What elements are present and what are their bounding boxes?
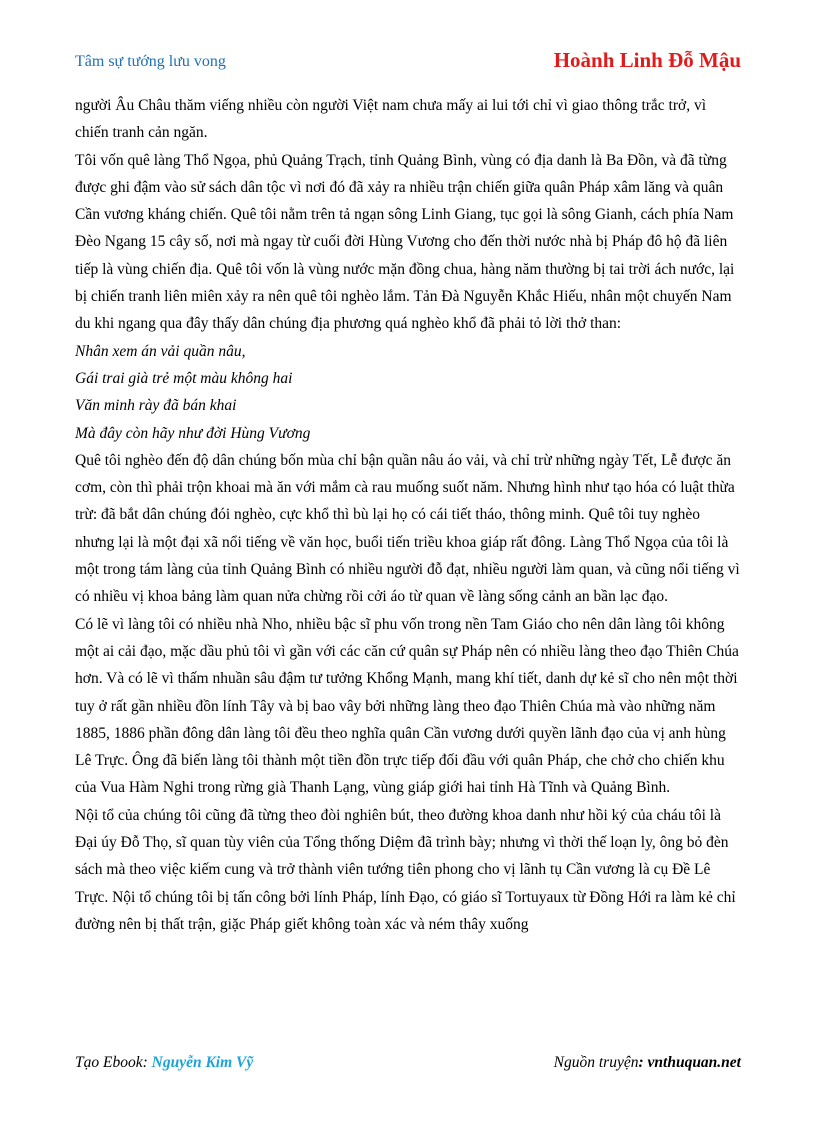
paragraph: Có lẽ vì làng tôi có nhiều nhà Nho, nhiều bậc sĩ phu vốn trong nền Tam Giáo cho nên dân làng tôi không một ai cải đạo, mặc dầu phủ tôi vì gần với các căn cứ quân sự Pháp nên có nhiều làng theo đạo Thiên Chúa hơn. Và có lẽ vì thấm nhuần sâu đậm tư tưởng Khổng Mạnh, mang khí tiết, danh dự kẻ sĩ cho nên một thời tuy ở rất gần nhiều đồn lính Tây và bị bao vây bởi những làng theo đạo Thiên Chúa mà vào những năm 1885, 1886 phần đông dân làng tôi đều theo nghĩa quân Cần vương dưới quyền lãnh đạo của vị anh hùng Lê Trực. Ông đã biến làng tôi thành một tiền đồn trực tiếp đối đầu với quân Pháp, che chở cho chiến khu của Vua Hàm Nghi trong rừng già Thanh Lạng, vùng giáp giới hai tỉnh Hà Tĩnh và Quảng Bình. — [75, 615, 739, 797]
paragraph: Tôi vốn quê làng Thổ Ngọa, phủ Quảng Trạch, tỉnh Quảng Bình, vùng có địa danh là Ba Đồn, và đã từng được ghi đậm vào sử sách dân tộc vì nơi đó đã xảy ra nhiều trận chiến giữa quân Pháp xâm lăng và quân Cần vương kháng chiến. Quê tôi nằm trên tả ngạn sông Linh Giang, tục gọi là sông Gianh, cách phía Nam Đèo Ngang 15 cây số, nơi mà ngay từ cuối đời Hùng Vương cho đến thời nước nhà bị Pháp đô hộ đã liên tiếp là vùng chiến địa. Quê tôi vốn là vùng nước mặn đồng chua, hàng năm thường bị tai trời ách nước, lại bị chiến tranh liên miên xảy ra nên quê tôi nghèo lắm. Tản Đà Nguyễn Khắc Hiếu, nhân một chuyến Nam du khi ngang qua đây thấy dân chúng địa phương quá nghèo khổ đã phải tỏ lời thở than: — [75, 151, 735, 333]
author-name: Hoành Linh Đỗ Mậu — [553, 48, 741, 72]
source-credit — [554, 1054, 741, 1072]
ebook-separator: : — [142, 1054, 152, 1071]
ebook-creator-name: Nguyễn Kim Vỹ — [151, 1054, 254, 1071]
poem-line: Văn minh rày đã bán khai — [75, 397, 237, 415]
page-content — [75, 92, 743, 938]
poem-line: Gái trai già trẻ một màu không hai — [75, 369, 293, 387]
poem-line: Mà đây còn hãy như đời Hùng Vương — [75, 424, 311, 442]
ebook-credit — [75, 1054, 253, 1072]
source-label: Nguồn truyện — [553, 1054, 639, 1071]
paragraph: Quê tôi nghèo đến độ dân chúng bốn mùa chỉ bận quần nâu áo vải, và chỉ trừ những ngày Tết, Lễ được ăn cơm, còn thì phải trộn khoai mà ăn với mắm cà rau muống suốt năm. Nhưng hình như tạo hóa có luật thừa trừ: đã bắt dân chúng đói nghèo, cực khổ thì bù lại họ có cái tiết tháo, thông minh. Quê tôi tuy nghèo nhưng lại là một đại xã nổi tiếng về văn học, buổi tiến triều khoa giáp rất đông. Làng Thổ Ngọa của tôi là một trong tám làng của tỉnh Quảng Bình có nhiều người đỗ đạt, nhiều người làm quan, và cũng nổi tiếng vì có nhiều vị khoa bảng làm quan nửa chừng rồi cởi áo từ quan về làng sống cảnh an bần lạc đạo. — [75, 451, 740, 606]
poem-line: Nhân xem án vải quần nâu, — [75, 342, 246, 360]
paragraph: người Âu Châu thăm viếng nhiều còn người Việt nam chưa mấy ai lui tới chỉ vì giao thông trắc trở, vì chiến tranh cản ngăn. — [75, 97, 707, 142]
ebook-label: Tạo Ebook — [75, 1054, 143, 1071]
page-header — [75, 48, 741, 76]
page-footer — [75, 1054, 741, 1076]
paragraph: Nội tổ của chúng tôi cũng đã từng theo đòi nghiên bút, theo đường khoa danh như hồi ký của cháu tôi là Đại úy Đỗ Thọ, sĩ quan tùy viên của Tổng thống Diệm đã trình bày; nhưng vì thời thế loạn ly, ông bỏ đèn sách mà theo việc kiếm cung và trở thành viên tướng tiên phong cho vị lãnh tụ Cần vương là cụ Đề Lê Trực. Nội tổ chúng tôi bị tấn công bởi lính Pháp, lính Đạo, có giáo sĩ Tortuyaux từ Đồng Hới ra làm kẻ chỉ đường nên bị thất trận, giặc Pháp giết không toàn xác và ném thây xuống — [75, 806, 736, 933]
book-title: Tâm sự tướng lưu vong — [75, 53, 226, 70]
source-url: vnthuquan.net — [647, 1054, 741, 1071]
source-separator: : — [638, 1054, 648, 1071]
